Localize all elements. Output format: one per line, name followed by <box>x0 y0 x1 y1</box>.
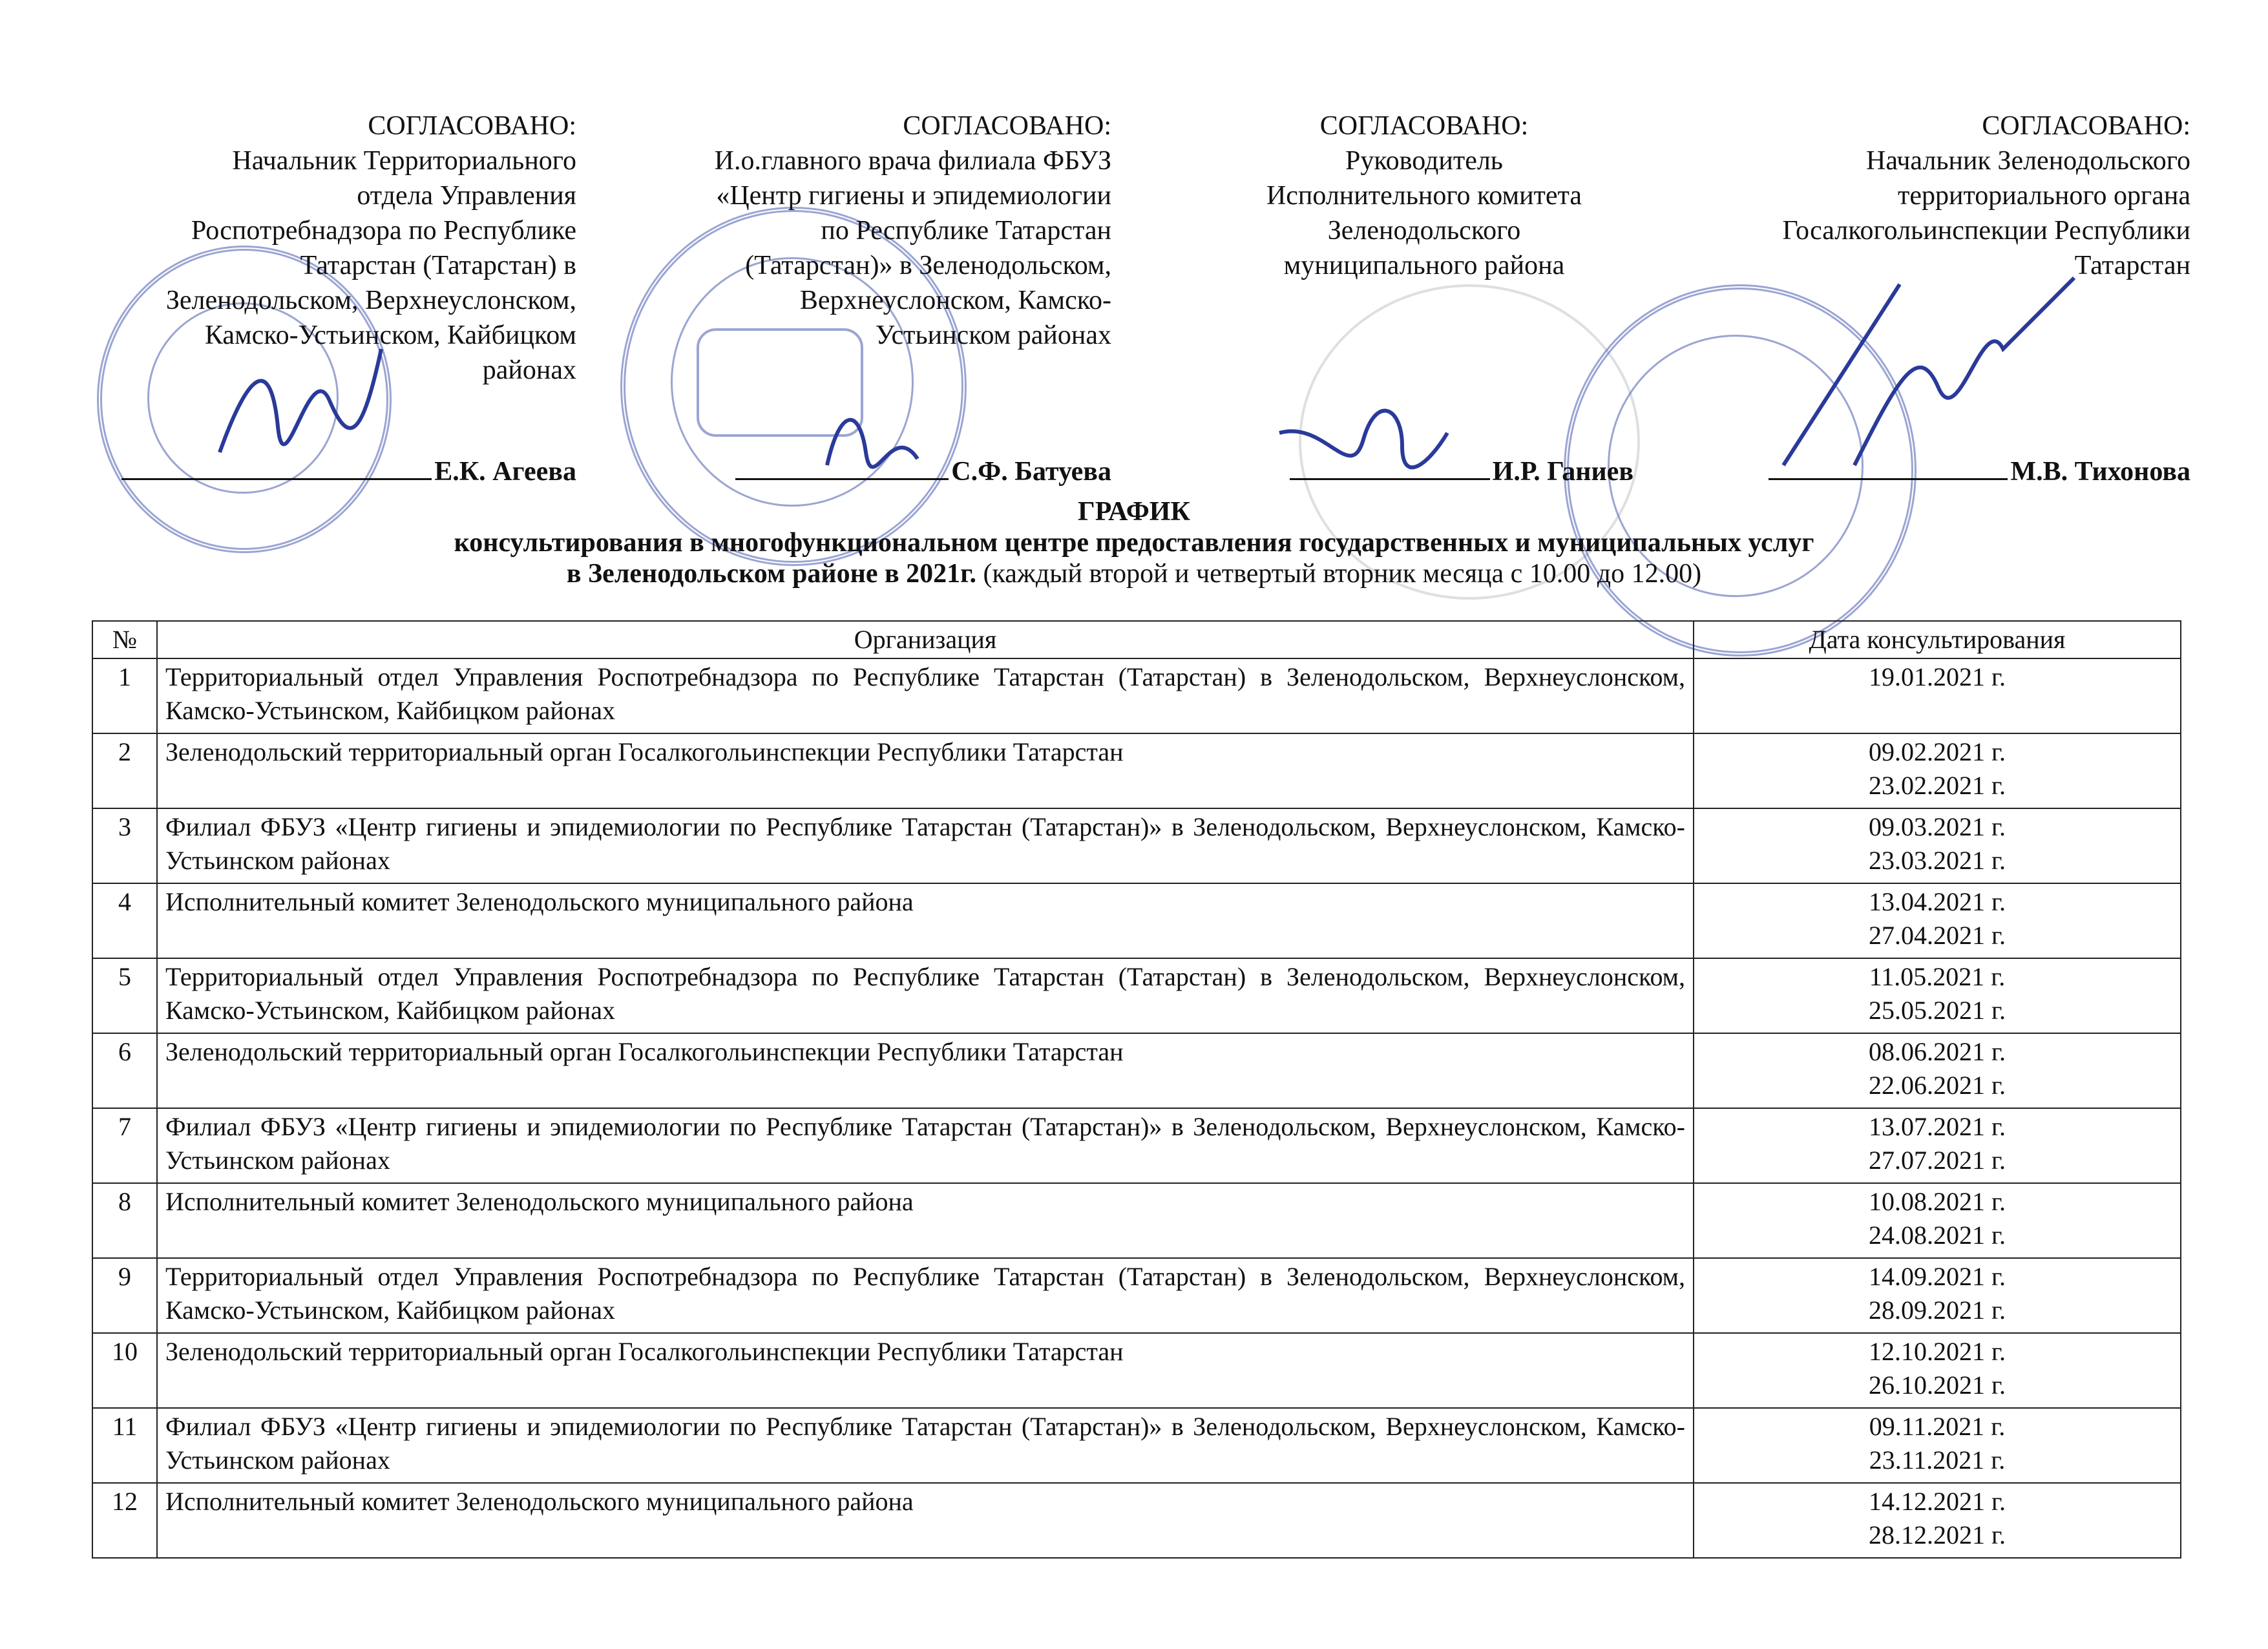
document-heading <box>0 496 2268 589</box>
row-organization: Исполнительный комитет Зеленодольского муниципального района <box>157 1483 1694 1558</box>
row-dates <box>1694 883 2181 958</box>
approval-title: СОГЛАСОВАНО: <box>1319 111 1529 141</box>
approval-signatory: И.Р. Ганиев <box>1290 452 1633 489</box>
row-organization: Зеленодольский территориальный орган Госалкогольинспекции Республики Татарстан <box>157 733 1694 808</box>
consultation-date: 28.12.2021 г. <box>1869 1520 2006 1549</box>
row-number: 12 <box>92 1483 157 1558</box>
consultation-date: 09.02.2021 г. <box>1869 737 2006 766</box>
row-organization: Филиал ФБУЗ «Центр гигиены и эпидемиологии по Республике Татарстан (Татарстан)» в Зеленодольском, Верхнеуслонском, Камско-Устьинском районах <box>157 1108 1694 1183</box>
row-number: 10 <box>92 1333 157 1408</box>
document-subtitle: консультирования в многофункциональном центре предоставления государственных и муниципальных услуг <box>454 528 1814 558</box>
table-row <box>92 1183 2181 1258</box>
consultation-date: 23.02.2021 г. <box>1869 771 2006 800</box>
consultation-date: 19.01.2021 г. <box>1869 662 2006 691</box>
consultation-date: 14.09.2021 г. <box>1869 1262 2006 1291</box>
consultation-date: 11.05.2021 г. <box>1869 962 2006 991</box>
table-row <box>92 1108 2181 1183</box>
row-number: 1 <box>92 658 157 733</box>
row-number: 4 <box>92 883 157 958</box>
row-organization: Исполнительный комитет Зеленодольского муниципального района <box>157 883 1694 958</box>
row-organization: Зеленодольский территориальный орган Госалкогольинспекции Республики Татарстан <box>157 1333 1694 1408</box>
row-organization: Филиал ФБУЗ «Центр гигиены и эпидемиологии по Республике Татарстан (Татарстан)» в Зеленодольском, Верхнеуслонском, Камско-Устьинском районах <box>157 808 1694 883</box>
approval-rospotrebnadzor <box>85 109 576 487</box>
consultation-date: 24.08.2021 г. <box>1869 1221 2006 1250</box>
row-dates <box>1694 1483 2181 1558</box>
consultation-date: 08.06.2021 г. <box>1869 1037 2006 1066</box>
approval-signatory: М.В. Тихонова <box>1769 452 2190 489</box>
row-number: 3 <box>92 808 157 883</box>
row-number: 8 <box>92 1183 157 1258</box>
row-organization: Филиал ФБУЗ «Центр гигиены и эпидемиологии по Республике Татарстан (Татарстан)» в Зеленодольском, Верхнеуслонском, Камско-Устьинском районах <box>157 1408 1694 1483</box>
consultation-date: 27.04.2021 г. <box>1869 921 2006 950</box>
consultation-date: 12.10.2021 г. <box>1869 1337 2006 1366</box>
approval-title: СОГЛАСОВАНО: <box>368 111 576 141</box>
approval-position: И.о.главного врача филиала ФБУЗ «Центр гигиены и эпидемиологии по Республике Татарстан (Татарстан)» в Зеленодольском, Верхнеуслонском, Камско- Устьинском районах <box>714 146 1111 350</box>
row-dates <box>1694 958 2181 1033</box>
row-dates <box>1694 1258 2181 1333</box>
consultation-date: 13.07.2021 г. <box>1869 1112 2006 1141</box>
row-organization: Зеленодольский территориальный орган Госалкогольинспекции Республики Татарстан <box>157 1033 1694 1108</box>
table-row <box>92 883 2181 958</box>
row-dates <box>1694 1183 2181 1258</box>
approval-signatory: С.Ф. Батуева <box>735 452 1111 489</box>
consultation-date: 22.06.2021 г. <box>1869 1071 2006 1100</box>
consultation-date: 25.05.2021 г. <box>1869 996 2006 1025</box>
row-dates <box>1694 1108 2181 1183</box>
row-organization: Территориальный отдел Управления Роспотребнадзора по Республике Татарстан (Татарстан) в Зеленодольском, Верхнеуслонском, Камско-Устьинском, Кайбицком районах <box>157 1258 1694 1333</box>
approval-blocks <box>0 109 2268 490</box>
row-dates <box>1694 1408 2181 1483</box>
table-row <box>92 958 2181 1033</box>
table-row <box>92 1033 2181 1108</box>
approval-gosalkogol <box>1680 109 2190 487</box>
consultation-date: 23.03.2021 г. <box>1869 846 2006 875</box>
consultation-date: 26.10.2021 г. <box>1869 1371 2006 1400</box>
table-row <box>92 1333 2181 1408</box>
approval-ispolkom <box>1228 109 1633 487</box>
approval-position: Начальник Территориального отдела Управления Роспотребнадзора по Республике Татарстан (Татарстан) в Зеленодольском, Верхнеуслонском, Камско-Устьинском, Кайбицком районах <box>165 146 576 385</box>
row-number: 11 <box>92 1408 157 1483</box>
document-title: ГРАФИК <box>1078 497 1190 527</box>
consultation-date: 28.09.2021 г. <box>1869 1296 2006 1325</box>
column-header-date: Дата консультирования <box>1694 621 2181 658</box>
table-body <box>92 658 2181 1558</box>
table-row <box>92 733 2181 808</box>
schedule-table <box>92 620 2181 1559</box>
consultation-date: 09.11.2021 г. <box>1869 1412 2006 1441</box>
column-header-organization: Организация <box>157 621 1694 658</box>
consultation-date: 10.08.2021 г. <box>1869 1187 2006 1216</box>
consultation-date: 13.04.2021 г. <box>1869 887 2006 916</box>
row-number: 7 <box>92 1108 157 1183</box>
consultation-date: 27.07.2021 г. <box>1869 1146 2006 1175</box>
row-dates <box>1694 658 2181 733</box>
approval-position: Руководитель Исполнительного комитета Зеленодольского муниципального района <box>1266 146 1582 280</box>
row-dates <box>1694 808 2181 883</box>
approval-fbuz <box>607 109 1111 487</box>
table-row <box>92 1408 2181 1483</box>
row-dates <box>1694 733 2181 808</box>
table-row <box>92 658 2181 733</box>
row-organization: Территориальный отдел Управления Роспотребнадзора по Республике Татарстан (Татарстан) в Зеленодольском, Верхнеуслонском, Камско-Устьинском, Кайбицком районах <box>157 658 1694 733</box>
table-row <box>92 808 2181 883</box>
approval-position: Начальник Зеленодольского территориального органа Госалкогольинспекции Республики Татарстан <box>1782 146 2190 280</box>
consultation-date <box>1702 694 2172 728</box>
row-organization: Территориальный отдел Управления Роспотребнадзора по Республике Татарстан (Татарстан) в Зеленодольском, Верхнеуслонском, Камско-Устьинском, Кайбицком районах <box>157 958 1694 1033</box>
row-number: 2 <box>92 733 157 808</box>
row-organization: Исполнительный комитет Зеленодольского муниципального района <box>157 1183 1694 1258</box>
row-number: 5 <box>92 958 157 1033</box>
consultation-date: 09.03.2021 г. <box>1869 812 2006 841</box>
approval-title: СОГЛАСОВАНО: <box>903 111 1111 141</box>
document-period: в Зеленодольском районе в 2021г. (каждый второй и четвертый вторник месяца с 10.00 до 12.00) <box>566 559 1702 589</box>
consultation-date: 14.12.2021 г. <box>1869 1487 2006 1516</box>
row-dates <box>1694 1333 2181 1408</box>
column-header-number: № <box>92 621 157 658</box>
row-number: 9 <box>92 1258 157 1333</box>
table-row <box>92 1483 2181 1558</box>
row-dates <box>1694 1033 2181 1108</box>
table-row <box>92 1258 2181 1333</box>
approval-title: СОГЛАСОВАНО: <box>1982 111 2190 141</box>
table-header-row <box>92 621 2181 658</box>
approval-signatory: Е.К. Агеева <box>121 452 576 489</box>
row-number: 6 <box>92 1033 157 1108</box>
consultation-date: 23.11.2021 г. <box>1869 1445 2006 1475</box>
